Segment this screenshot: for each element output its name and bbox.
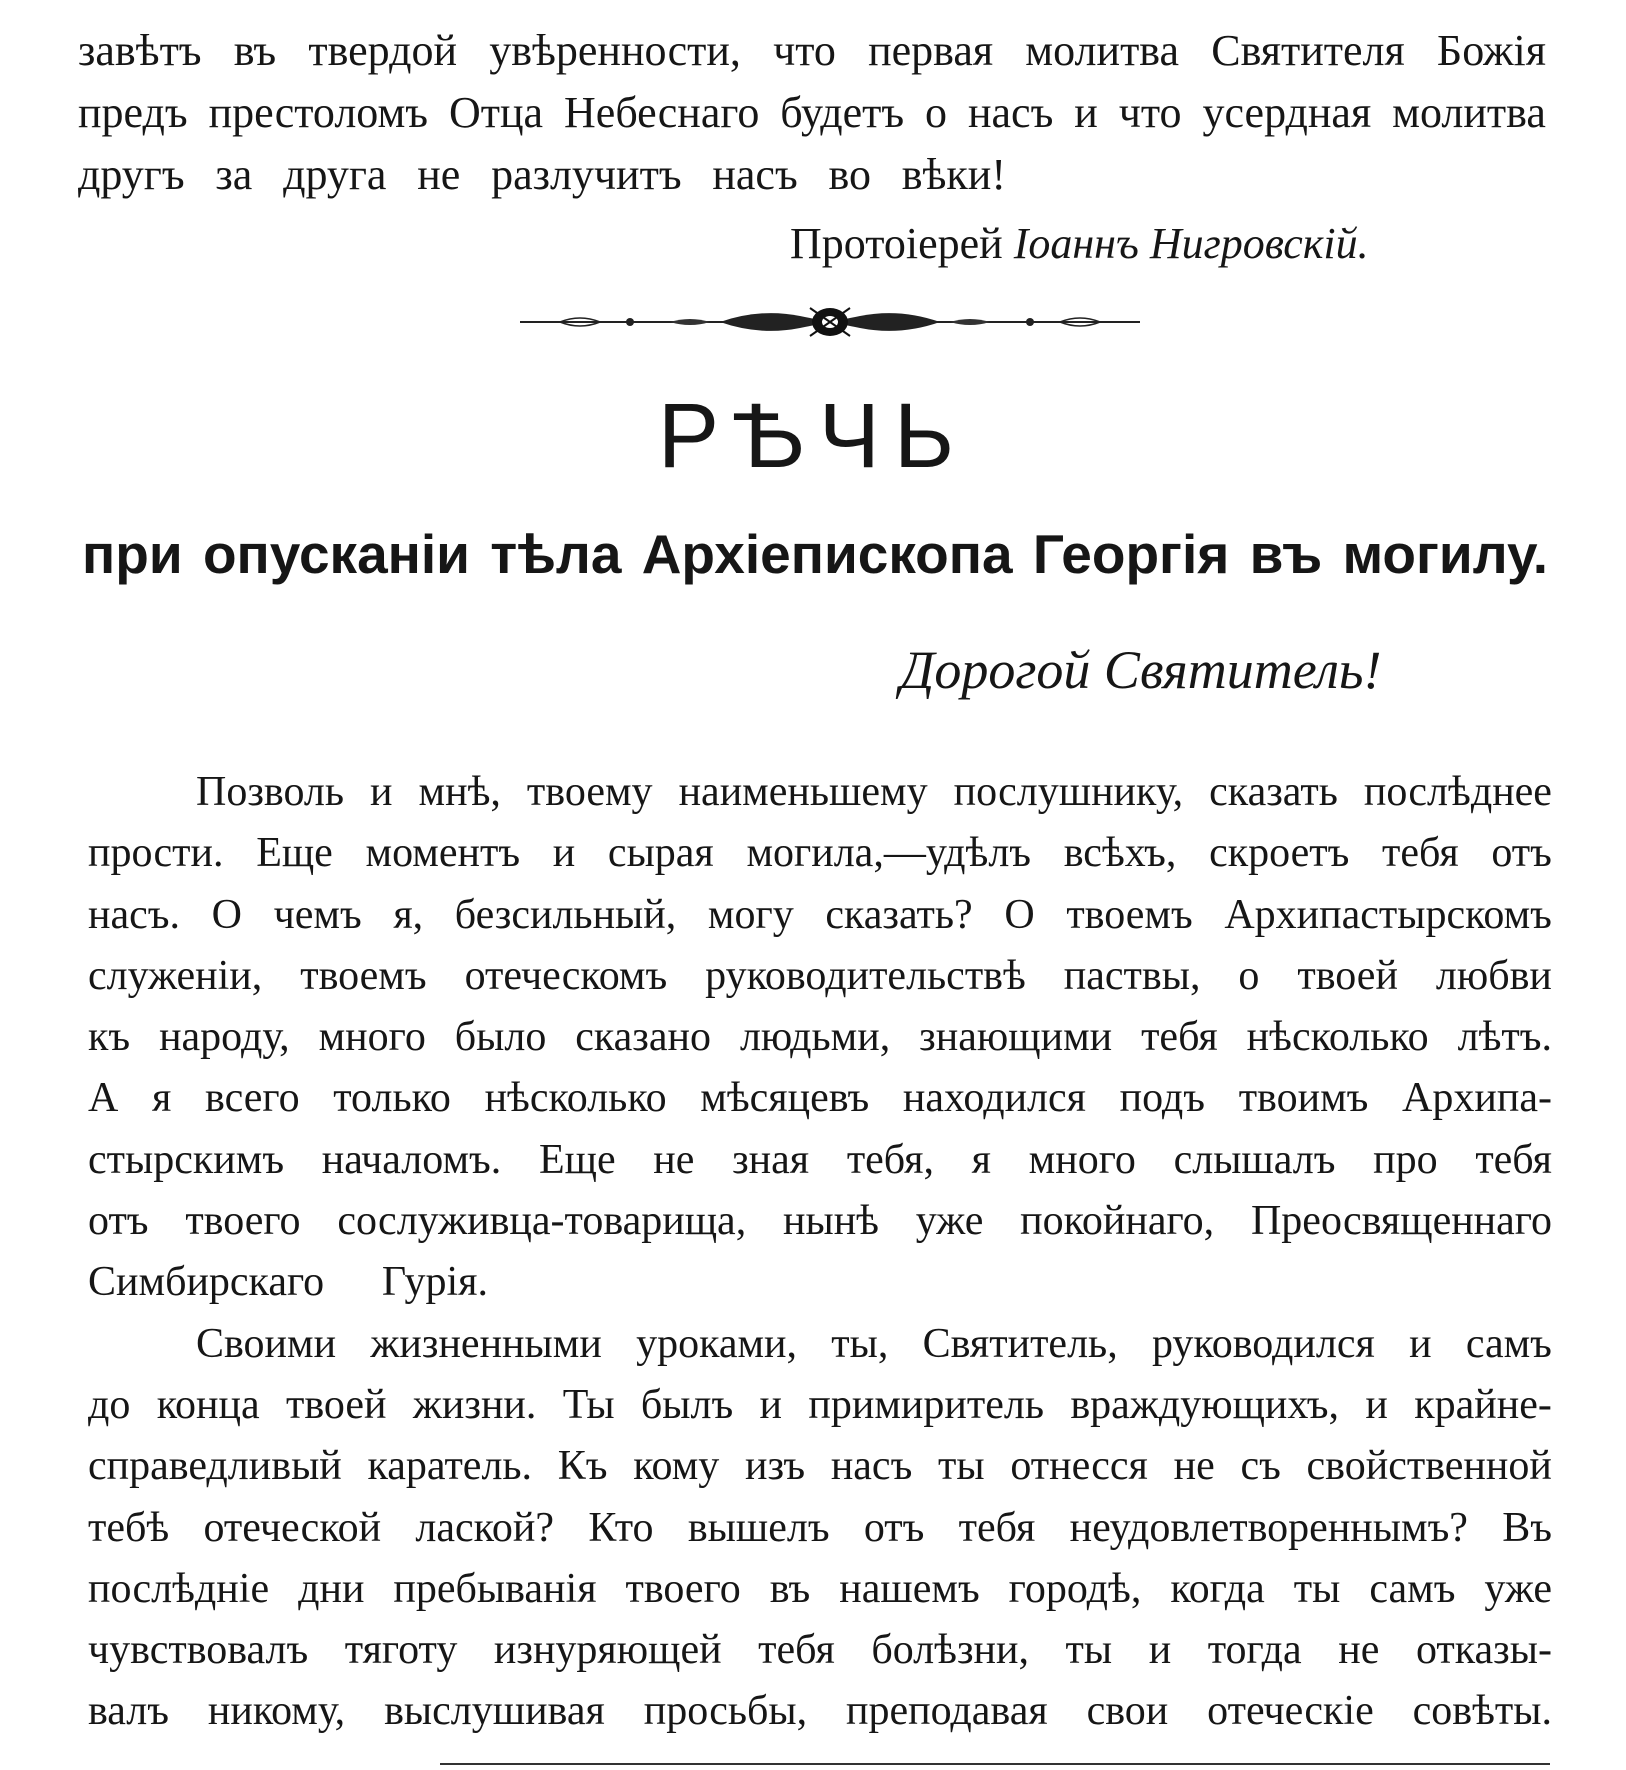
word: отеческомъ (464, 952, 668, 999)
word: преподавая (846, 1688, 1048, 1735)
word: къ (88, 1014, 131, 1061)
word: о (925, 88, 948, 137)
word: подъ (1119, 1075, 1206, 1122)
address-line: Дорогой Святитель! (900, 640, 1382, 700)
word: я (971, 1136, 991, 1183)
text-line (88, 1681, 1552, 1742)
word: насъ (967, 88, 1054, 137)
word: городѣ, (1008, 1565, 1142, 1612)
word: во (828, 150, 871, 199)
word: лаской? (415, 1504, 555, 1551)
word: твердой (308, 26, 458, 75)
word: наименьшему (678, 769, 928, 815)
text-line (88, 946, 1552, 1007)
word: при (82, 523, 183, 585)
justified-line (78, 82, 1546, 144)
word: твоемъ (300, 952, 427, 999)
word: выслушивая (384, 1688, 605, 1735)
word: началомъ. (321, 1136, 502, 1183)
word: жизни. (412, 1381, 537, 1428)
text-line (88, 1559, 1552, 1620)
word: завѣтъ (78, 26, 202, 75)
word: покойнаго, (1020, 1198, 1215, 1245)
word: любви (1435, 952, 1552, 999)
word: отъ (88, 1198, 149, 1245)
word: изнуряющей (493, 1627, 722, 1674)
word: конца (156, 1381, 260, 1428)
word: чемъ (273, 891, 362, 938)
word: Архіепископа (641, 523, 1013, 585)
word: враждующихъ, (1070, 1381, 1340, 1428)
word: зная (732, 1136, 810, 1183)
signature-rank: Протоіерей (790, 219, 1003, 268)
justified-line (88, 1559, 1552, 1620)
word: и (1409, 1320, 1432, 1367)
speech-title: РѢЧЬ (657, 385, 969, 487)
word: не (417, 150, 461, 199)
text-line (88, 885, 1552, 946)
word: я, (393, 891, 424, 938)
word: сырая (607, 830, 714, 877)
word: твоего (185, 1198, 301, 1245)
word: людьми, (739, 1014, 891, 1061)
signature-name: Іоаннъ Нигровскій. (1013, 219, 1369, 268)
justified-line (88, 946, 1552, 1007)
word: вышелъ (687, 1504, 830, 1551)
word: друга (283, 150, 387, 199)
word: Архипастырскомъ (1224, 891, 1552, 938)
word: нынѣ (783, 1198, 879, 1245)
word: А (88, 1075, 119, 1122)
word: отъ (863, 1504, 925, 1551)
word: и (1365, 1381, 1388, 1428)
word: Небеснаго (564, 88, 760, 137)
word: всего (205, 1075, 300, 1122)
word: сказать? (825, 891, 973, 938)
word: и (759, 1381, 783, 1428)
justified-line (82, 523, 1548, 585)
word: твоему (526, 769, 653, 815)
word: увѣренности, (489, 26, 741, 75)
word: свойственной (1306, 1443, 1552, 1490)
word: совѣты. (1412, 1688, 1552, 1735)
word: жизненными (370, 1320, 602, 1367)
word: Ты (562, 1381, 615, 1428)
justified-line (88, 1620, 1552, 1681)
speech-body (88, 762, 1552, 1743)
word: отказы- (1415, 1627, 1552, 1674)
text-line (88, 1130, 1552, 1191)
word: отеческіе (1207, 1688, 1374, 1735)
word: съ (1240, 1443, 1281, 1490)
word: нѣсколько (1246, 1014, 1429, 1061)
text-line (88, 1620, 1552, 1681)
word: въ (1249, 523, 1323, 585)
justified-line (88, 1498, 1552, 1559)
word: Архипа- (1402, 1075, 1552, 1122)
word: кому (633, 1443, 720, 1490)
word: ты (938, 1443, 985, 1490)
word: послѣднее (1363, 769, 1552, 815)
word: тебя (1475, 1136, 1552, 1183)
word: мѣсяцевъ (700, 1075, 870, 1122)
word: молитва (1392, 88, 1546, 137)
word: насъ. (88, 891, 180, 938)
word: до (88, 1381, 131, 1428)
bottom-rule (440, 1763, 1550, 1765)
word: О (211, 891, 242, 938)
justified-line (88, 1068, 1552, 1129)
word: твоего (625, 1565, 741, 1612)
word: Георгія (1032, 523, 1230, 585)
word: уже (915, 1198, 984, 1245)
word: тѣла (490, 523, 622, 585)
word: Кто (588, 1504, 654, 1551)
text-line (78, 82, 1546, 144)
text-line (88, 1498, 1552, 1559)
word: крайне- (1414, 1381, 1552, 1428)
word: О (1004, 891, 1035, 938)
word: что (1118, 88, 1182, 137)
word: нѣсколько (484, 1075, 667, 1122)
word: и (552, 830, 576, 877)
word: Своими (196, 1320, 337, 1367)
word: сослуживца-товарища, (337, 1198, 747, 1245)
justified-line (88, 1130, 1552, 1191)
word: опусканіи (202, 523, 470, 585)
word: моментъ (365, 830, 521, 877)
word: отъ (1491, 830, 1552, 877)
word: безсильный, (454, 891, 677, 938)
word: руководился (1151, 1320, 1375, 1367)
text-line (88, 1252, 488, 1313)
word: чувствовалъ (88, 1627, 309, 1674)
word: твоей (285, 1381, 387, 1428)
word: насъ (830, 1443, 913, 1490)
word: могу (707, 891, 794, 938)
word: тебя (1382, 830, 1459, 877)
word: Еще (256, 830, 333, 877)
justified-line (88, 823, 1552, 884)
word: я (152, 1075, 172, 1122)
word: Преосвященнаго (1250, 1198, 1552, 1245)
word: мнѣ, (418, 769, 501, 815)
word: лѣтъ. (1457, 1014, 1552, 1061)
word: послушнику, (953, 769, 1184, 815)
previous-article-text (78, 20, 1546, 206)
word: предъ (78, 88, 188, 137)
word: могила,—удѣлъ (746, 830, 1032, 877)
justified-line (88, 1191, 1552, 1252)
word: будетъ (780, 88, 905, 137)
word: Въ (1502, 1504, 1552, 1551)
word: Гурія. (381, 1259, 488, 1306)
word: престоломъ (208, 88, 429, 137)
word: не (653, 1136, 695, 1183)
text-line (78, 20, 1546, 82)
word: твоемъ (1066, 891, 1193, 938)
text-line (88, 1007, 1552, 1068)
word: изъ (745, 1443, 806, 1490)
word: Позволь (196, 769, 345, 815)
justified-line (78, 20, 1546, 82)
word: уже (1484, 1565, 1552, 1612)
word: отнесся (1010, 1443, 1148, 1490)
word: только (333, 1075, 451, 1122)
word: скроетъ (1209, 830, 1350, 877)
word: служеніи, (88, 952, 263, 999)
word: и (1148, 1627, 1172, 1674)
word: вѣки! (901, 150, 1006, 199)
word: всѣхъ, (1063, 830, 1177, 877)
word: усердная (1202, 88, 1372, 137)
word: когда (1170, 1565, 1265, 1612)
word: находился (902, 1075, 1086, 1122)
text-line (88, 823, 1552, 884)
text-line (78, 144, 1006, 206)
word: Къ (557, 1443, 608, 1490)
word: неудовлетвореннымъ? (1069, 1504, 1468, 1551)
text-line (88, 1068, 1552, 1129)
word: Отца (449, 88, 544, 137)
word: Божія (1436, 26, 1546, 75)
word: молитва (1025, 26, 1180, 75)
word: не (1338, 1627, 1380, 1674)
justified-line (88, 1375, 1552, 1436)
word: стырскимъ (88, 1136, 285, 1183)
word: тебя (1141, 1014, 1218, 1061)
ornament-divider (520, 302, 1140, 342)
text-line (88, 762, 1552, 823)
word: первая (868, 26, 994, 75)
word: Симбирскаго (88, 1259, 325, 1306)
word: послѣдніе (88, 1565, 270, 1612)
justified-line (196, 762, 1552, 823)
word: другъ (78, 150, 185, 199)
word: болѣзни, (871, 1627, 1029, 1674)
word: Еще (538, 1136, 616, 1183)
word: тебя (758, 1627, 835, 1674)
justified-line (196, 1314, 1552, 1375)
word: просьбы, (643, 1688, 808, 1735)
justified-line (88, 1007, 1552, 1068)
word: руководительствѣ (705, 952, 1026, 999)
text-line (88, 1314, 1552, 1375)
word: примиритель (808, 1381, 1044, 1428)
word: Святитель, (922, 1320, 1118, 1367)
word: валъ (88, 1688, 169, 1735)
text-line (88, 1191, 1552, 1252)
word: Святителя (1211, 26, 1405, 75)
justified-line (88, 1252, 488, 1313)
text-line (88, 1375, 1552, 1436)
word: сказать (1209, 769, 1338, 815)
word: ты (1293, 1565, 1341, 1612)
word: разлучитъ (491, 150, 682, 199)
word: за (215, 150, 253, 199)
text-line (88, 1436, 1552, 1497)
word: про (1373, 1136, 1438, 1183)
word: слышалъ (1173, 1136, 1336, 1183)
word: и (370, 769, 393, 815)
word: тебя, (846, 1136, 934, 1183)
justified-line (88, 1436, 1552, 1497)
word: свои (1086, 1688, 1169, 1735)
word: самъ (1369, 1565, 1456, 1612)
word: сказано (575, 1014, 712, 1061)
word: уроками, (636, 1320, 798, 1367)
word: твоимъ (1238, 1075, 1369, 1122)
word: каратель. (367, 1443, 533, 1490)
word: ты, (831, 1320, 889, 1367)
word: нашемъ (839, 1565, 980, 1612)
justified-line (88, 885, 1552, 946)
word: тебѣ (88, 1504, 170, 1551)
word: дни (298, 1565, 365, 1612)
justified-line (88, 1681, 1552, 1742)
word: не (1173, 1443, 1215, 1490)
signature (790, 218, 1369, 269)
word: отеческой (203, 1504, 382, 1551)
word: насъ (712, 150, 798, 199)
cut-off-text-fragment (196, 1760, 286, 1770)
word: тяготу (344, 1627, 458, 1674)
word: что (773, 26, 836, 75)
word: паствы, (1063, 952, 1201, 999)
word: ты (1065, 1627, 1113, 1674)
word: много (318, 1014, 426, 1061)
word: тебя (958, 1504, 1036, 1551)
word: знающими (919, 1014, 1113, 1061)
word: народу, (159, 1014, 290, 1061)
word: справедливый (88, 1443, 342, 1490)
word: въ (769, 1565, 811, 1612)
word: могилу. (1342, 523, 1548, 585)
word: былъ (640, 1381, 734, 1428)
word: никому, (207, 1688, 346, 1735)
word: пребыванія (393, 1565, 597, 1612)
word: въ (233, 26, 277, 75)
word: и (1074, 88, 1098, 137)
word: самъ (1465, 1320, 1552, 1367)
speech-subtitle (82, 523, 1548, 585)
word: твоей (1297, 952, 1398, 999)
word: тогда (1207, 1627, 1302, 1674)
word: было (454, 1014, 547, 1061)
word: о (1238, 952, 1260, 999)
word: прости. (88, 830, 224, 877)
justified-line (78, 144, 1006, 206)
word: много (1028, 1136, 1136, 1183)
